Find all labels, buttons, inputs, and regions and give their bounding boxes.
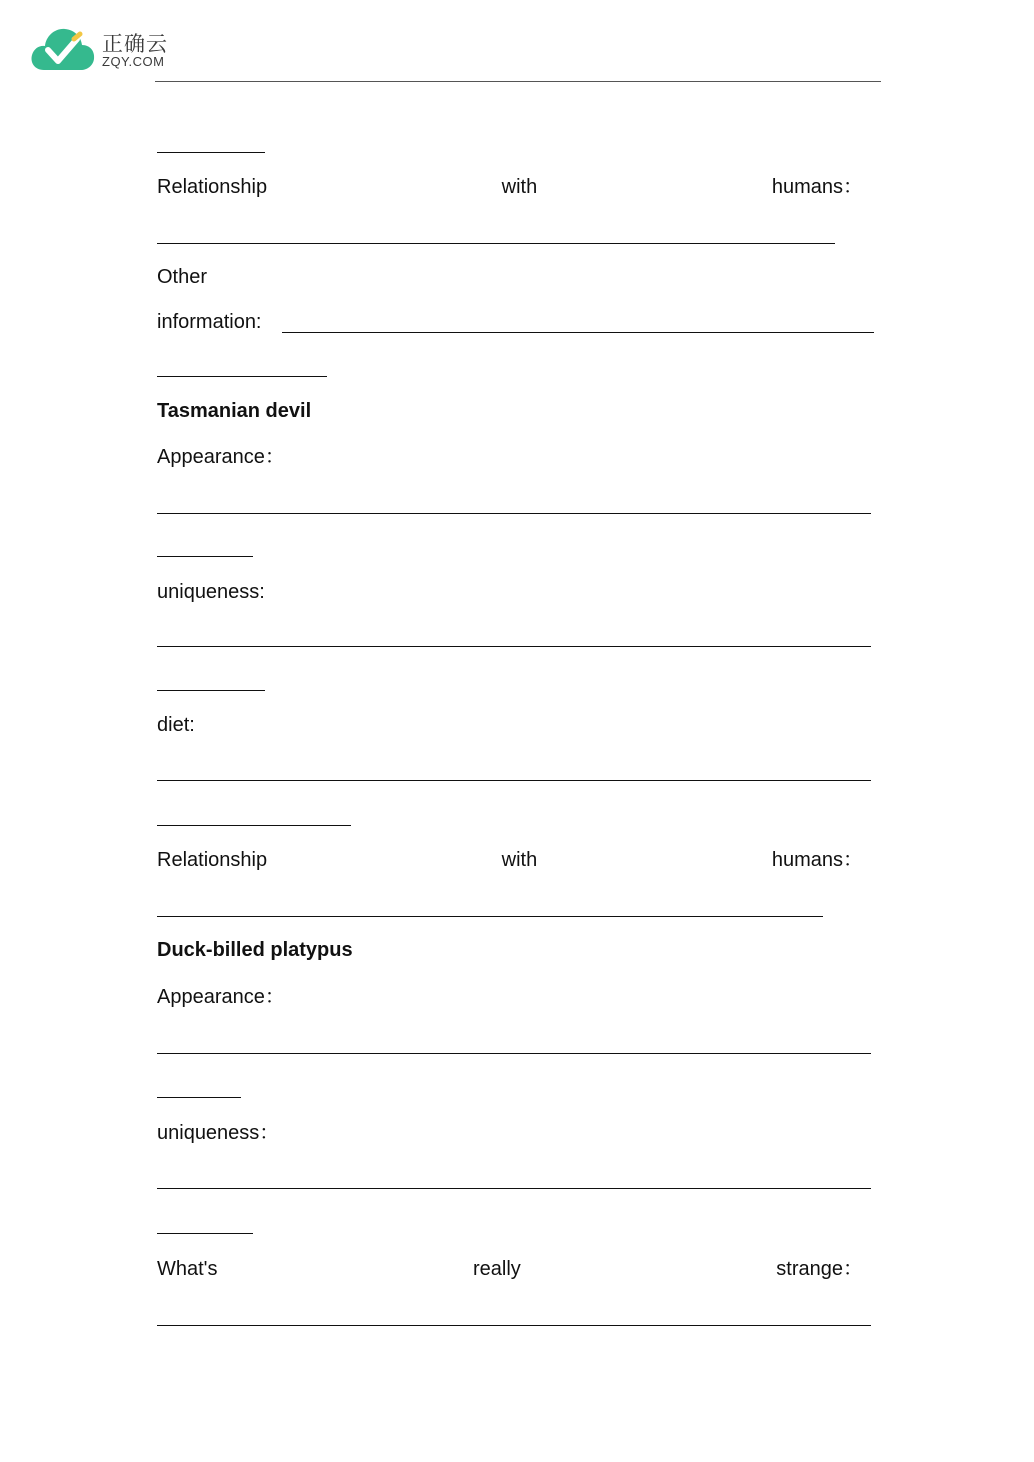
word: with (501, 176, 538, 198)
answer-blank[interactable] (157, 152, 265, 153)
section-heading-duck-billed-platypus: Duck-billed platypus (157, 939, 353, 961)
uniqueness-label: uniqueness： (157, 1122, 280, 1144)
answer-blank[interactable] (157, 1097, 241, 1098)
relationship-with-humans-label (157, 175, 863, 199)
word: with (501, 849, 538, 871)
answer-blank[interactable] (157, 690, 265, 691)
answer-blank[interactable] (157, 1233, 253, 1234)
answer-blank[interactable] (157, 780, 871, 781)
word: strange： (776, 1258, 863, 1280)
word: What's (157, 1258, 218, 1280)
word: humans： (771, 176, 863, 198)
word: really (472, 1258, 521, 1280)
logo (30, 24, 190, 74)
header-divider (155, 81, 881, 82)
answer-blank[interactable] (157, 825, 351, 826)
cloud-check-icon (30, 24, 96, 72)
answer-blank[interactable] (157, 556, 253, 557)
appearance-label: Appearance： (157, 986, 285, 1008)
answer-blank[interactable] (157, 1053, 871, 1054)
section-heading-tasmanian-devil: Tasmanian devil (157, 400, 312, 422)
answer-blank[interactable] (157, 646, 871, 647)
answer-blank[interactable] (157, 916, 823, 917)
answer-blank[interactable] (157, 376, 327, 377)
answer-blank[interactable] (157, 243, 835, 244)
logo-english-text: ZQY.COM (102, 54, 165, 69)
word: humans： (771, 849, 863, 871)
appearance-label: Appearance： (157, 446, 285, 468)
information-label: information: (157, 311, 262, 333)
word: Relationship (157, 176, 268, 198)
diet-label: diet: (157, 714, 195, 736)
uniqueness-label: uniqueness: (157, 581, 265, 603)
answer-blank[interactable] (282, 332, 874, 333)
word: Relationship (157, 849, 268, 871)
answer-blank[interactable] (157, 1325, 871, 1326)
answer-blank[interactable] (157, 513, 871, 514)
relationship-with-humans-label (157, 848, 863, 872)
other-label: Other (157, 266, 208, 288)
logo-chinese-text: 正确云 (102, 32, 168, 56)
answer-blank[interactable] (157, 1188, 871, 1189)
whats-really-strange-label (157, 1257, 863, 1281)
